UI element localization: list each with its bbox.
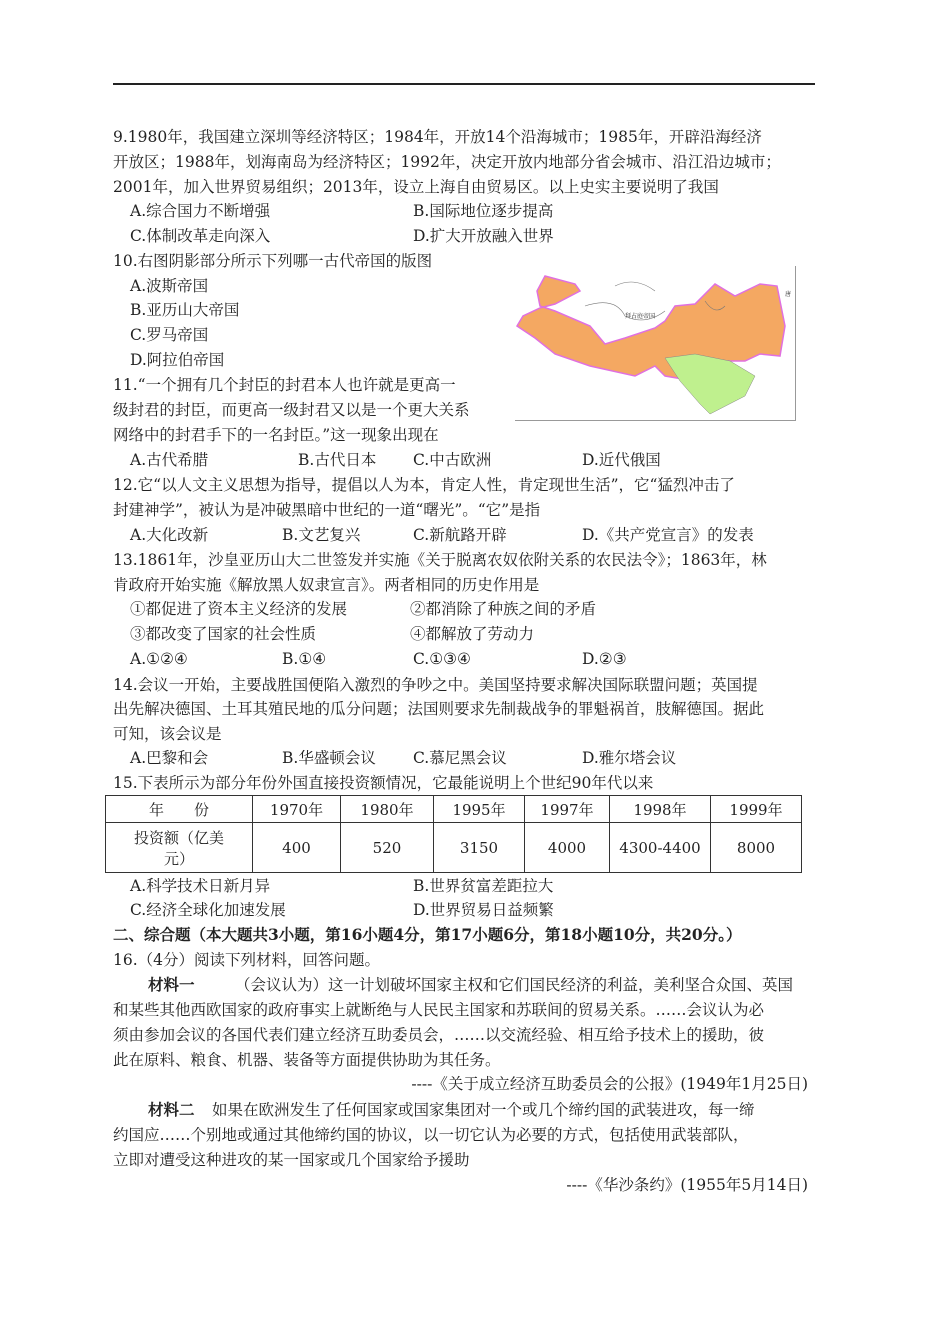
q11-line: 网络中的封君手下的一名封臣。”这一现象出现在 [113, 426, 439, 444]
q10-stem: 10.右图阴影部分所示下列哪一古代帝国的版图 [113, 252, 433, 270]
row-label [106, 823, 253, 873]
table-header-cell: 1998年 [610, 796, 711, 823]
material-2-source: ----《华沙条约》(1955年5月14日) [566, 1176, 808, 1194]
q13-statement: ②都消除了种族之间的矛盾 [410, 600, 597, 618]
q11-option: B.古代日本 [298, 451, 377, 469]
q13-line: 13.1861年，沙皇亚历山大二世签发并实施《关于脱离农奴依附关系的农民法令》；1863年，林 [113, 551, 767, 569]
table-header-cell: 1970年 [253, 796, 341, 823]
material-2-line: 立即对遭受这种进攻的某一国家或几个国家给予援助 [113, 1151, 470, 1169]
material-2-label: 材料二 [148, 1100, 195, 1119]
investment-table [105, 795, 802, 873]
table-cell: 3150 [434, 823, 525, 873]
q12-line: 12.它“以人文主义思想为指导，提倡以人为本，肯定人性，肯定现世生活”，它“猛烈冲击了 [113, 476, 735, 494]
q10-option: C.罗马帝国 [130, 326, 209, 344]
q9-line: 2001年，加入世界贸易组织；2013年，设立上海自由贸易区。以上史实主要说明了我国 [113, 178, 719, 196]
q11-line: 级封君的封臣，而更高一级封君又以是一个更大关系 [113, 401, 470, 419]
q13-line: 肯政府开始实施《解放黑人奴隶宣言》。两者相同的历史作用是 [113, 576, 540, 594]
q16-stem: 16.（4分）阅读下列材料，回答问题。 [113, 951, 381, 969]
q12-option: C.新航路开辟 [413, 526, 507, 544]
map-label-byzantine: 拜占庭帝国 [625, 313, 656, 320]
material-1-source: ----《关于成立经济互助委员会的公报》(1949年1月25日) [411, 1075, 808, 1093]
q14-option: B.华盛顿会议 [282, 749, 376, 767]
header-rule [113, 83, 815, 85]
q12-line: 封建神学”，被认为是冲破黑暗中世纪的一道“曙光”。“它”是指 [113, 501, 541, 519]
material-1-line: （会议认为）这一计划破坏国家主权和它们国民经济的利益，美利坚合众国、英国 [235, 976, 794, 994]
q15-option: D.世界贸易日益频繁 [413, 901, 554, 919]
empire-map [515, 266, 796, 421]
table-cell: 400 [253, 823, 341, 873]
q9-option: A.综合国力不断增强 [130, 202, 271, 220]
q13-option: A.①②④ [130, 650, 188, 668]
empire-region [517, 276, 785, 381]
q13-option: C.①③④ [413, 650, 471, 668]
material-2-line: 如果在欧洲发生了任何国家或国家集团对一个或几个缔约国的武装进攻，每一缔 [212, 1101, 755, 1119]
table-header-cell: 1980年 [341, 796, 434, 823]
table-cell: 8000 [711, 823, 802, 873]
q14-line: 出先解决德国、土耳其殖民地的瓜分问题；法国则要求先制裁战争的罪魁祸首，肢解德国。据此 [113, 700, 765, 718]
q11-line: 11.“一个拥有几个封臣的封君本人也许就是更高一 [113, 376, 456, 394]
q13-statement: ①都促进了资本主义经济的发展 [130, 600, 348, 618]
q10-option: D.阿拉伯帝国 [130, 351, 225, 369]
q10-option: A.波斯帝国 [130, 277, 209, 295]
table-header-cell: 年 份 [106, 796, 253, 823]
q14-option: D.雅尔塔会议 [582, 749, 677, 767]
table-cell: 4000 [525, 823, 610, 873]
q9-option: D.扩大开放融入世界 [413, 227, 554, 245]
q13-option: B.①④ [282, 650, 327, 668]
q13-statement: ③都改变了国家的社会性质 [130, 625, 317, 643]
q10-option: B.亚历山大帝国 [130, 301, 240, 319]
q9-line: 9.1980年，我国建立深圳等经济特区；1984年，开放14个沿海城市；1985年，开辟沿海经济 [113, 128, 762, 146]
table-row [106, 823, 802, 873]
table-header-cell: 1995年 [434, 796, 525, 823]
arabia-region [665, 354, 755, 414]
table-header-cell: 1999年 [711, 796, 802, 823]
q14-line: 可知，该会议是 [113, 725, 222, 743]
q11-option: A.古代希腊 [130, 451, 209, 469]
q11-option: D.近代俄国 [582, 451, 661, 469]
q12-option: B.文艺复兴 [282, 526, 361, 544]
row-label-line: 元） [163, 849, 194, 868]
table-cell: 520 [341, 823, 434, 873]
map-label-tang: 唐 [785, 291, 792, 298]
material-1-line: 须由参加会议的各国代表们建立经济互助委员会，……以交流经验、相互给予技术上的援助，彼 [113, 1026, 765, 1044]
material-1-line: 此在原料、粮食、机器、装备等方面提供协助为其任务。 [113, 1051, 501, 1069]
table-cell: 4300-4400 [610, 823, 711, 873]
q15-option: C.经济全球化加速发展 [130, 901, 286, 919]
material-2-line: 约国应……个别地或通过其他缔约国的协议，以一切它认为必要的方式，包括使用武装部队， [113, 1126, 749, 1144]
q12-option: A.大化改新 [130, 526, 209, 544]
q13-statement: ④都解放了劳动力 [410, 625, 535, 643]
section-heading: 二、综合题（本大题共3小题，第16小题4分，第17小题6分，第18小题10分，共20分。） [113, 925, 742, 944]
q11-option: C.中古欧洲 [413, 451, 492, 469]
q14-option: C.慕尼黑会议 [413, 749, 507, 767]
q12-option: D.《共产党宣言》的发表 [582, 526, 754, 544]
q15-stem: 15.下表所示为部分年份外国直接投资额情况，它最能说明上个世纪90年代以来 [113, 774, 654, 792]
q9-option: C.体制改革走向深入 [130, 227, 271, 245]
table-header-cell: 1997年 [525, 796, 610, 823]
material-1-label: 材料一 [148, 975, 195, 994]
q15-option: B.世界贫富差距拉大 [413, 877, 554, 895]
q9-line: 开放区；1988年，划海南岛为经济特区；1992年，决定开放内地部分省会城市、沿江沿边城市； [113, 153, 781, 171]
q13-option: D.②③ [582, 650, 627, 668]
table-header-row [106, 796, 802, 823]
material-1-line: 和某些其他西欧国家的政府事实上就断绝与人民民主国家和苏联间的贸易关系。……会议认为必 [113, 1001, 765, 1019]
q9-option: B.国际地位逐步提高 [413, 202, 554, 220]
row-label-line: 投资额（亿美 [133, 828, 224, 847]
q14-option: A.巴黎和会 [130, 749, 209, 767]
q14-line: 14.会议一开始，主要战胜国便陷入激烈的争吵之中。美国坚持要求解决国际联盟问题；英国提 [113, 676, 758, 694]
q15-option: A.科学技术日新月异 [130, 877, 271, 895]
